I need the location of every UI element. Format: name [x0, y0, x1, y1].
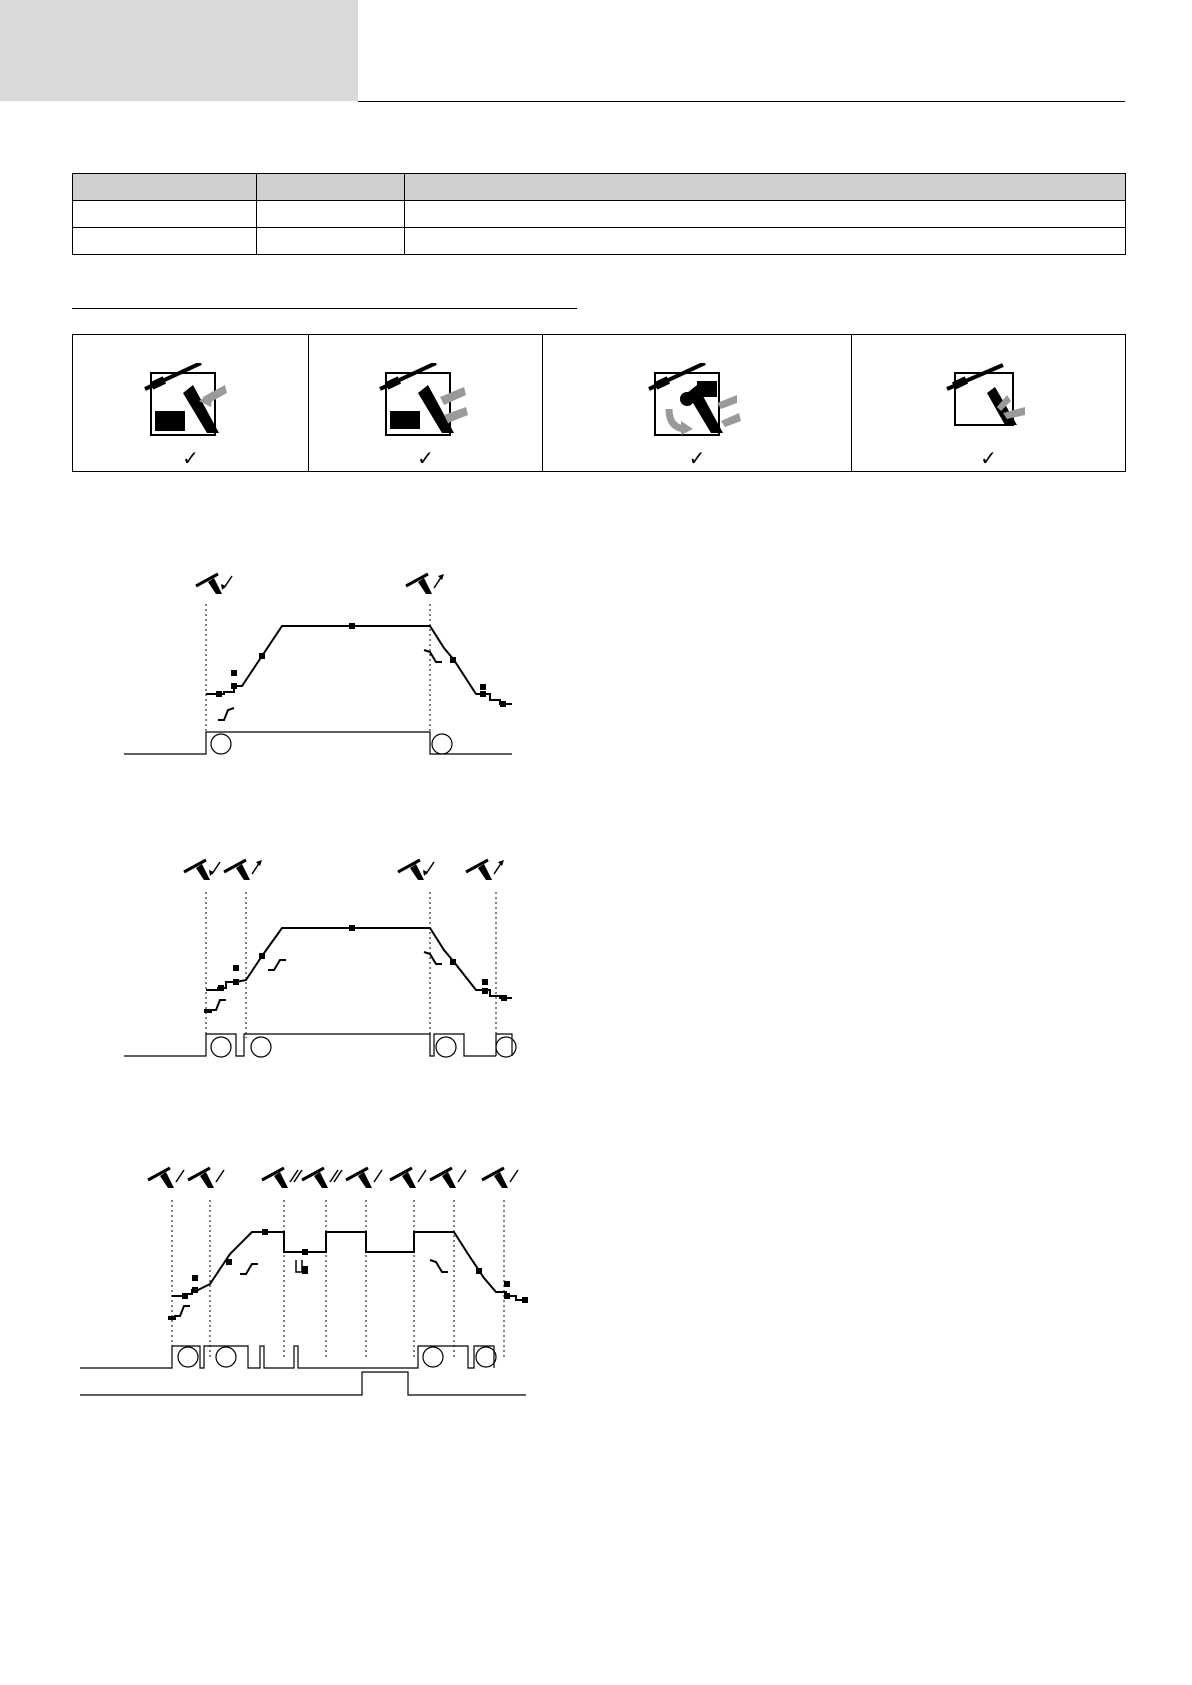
flat-welding-position-icon: [143, 363, 239, 443]
table-row: [73, 228, 1126, 255]
torch-trigger-release-icon: [224, 860, 262, 880]
4-step-mode-diagram: [120, 852, 540, 1072]
torch-trigger-release-icon: [406, 574, 444, 594]
spec-table-header-cell: [405, 174, 1126, 201]
2-step-mode-diagram: [120, 560, 540, 770]
torch-trigger-release-icon: [390, 1168, 426, 1188]
torch-trigger-release-icon: [482, 1168, 518, 1188]
torch-trigger-press-icon: [148, 1168, 184, 1188]
torch-trigger-release-icon: [188, 1168, 224, 1188]
position-cell-flat: [73, 335, 309, 471]
torch-trigger-press-icon: [430, 1168, 466, 1188]
table-cell: [257, 201, 405, 228]
spec-table-header-row: [73, 174, 1126, 201]
header-rule: [358, 101, 1125, 102]
horizontal-welding-position-icon: [378, 363, 474, 443]
check-icon: ✓: [417, 446, 434, 470]
table-cell: [257, 228, 405, 255]
torch-trigger-double-icon: [262, 1168, 302, 1188]
check-icon: ✓: [182, 446, 199, 470]
torch-trigger-press-icon: [346, 1168, 382, 1188]
position-cell-horizontal: [309, 335, 543, 471]
positions-section-title: [72, 308, 577, 309]
welding-positions-table: [72, 334, 1126, 472]
fillet-welding-position-icon: [941, 363, 1037, 443]
torch-trigger-double-icon: [302, 1168, 342, 1188]
torch-trigger-press-icon: [196, 574, 232, 594]
torch-trigger-release-icon: [466, 860, 504, 880]
position-cell-vertical: [543, 335, 852, 471]
spec-table-header-cell: [257, 174, 405, 201]
torch-trigger-press-icon: [398, 860, 434, 880]
spec-table: [72, 173, 1126, 255]
table-row: [73, 201, 1126, 228]
spec-table-header-cell: [73, 174, 257, 201]
4-step-special-mode-diagram: [80, 1160, 550, 1400]
header-corner-tab: [0, 0, 358, 101]
check-icon: ✓: [688, 446, 706, 470]
check-icon: ✓: [980, 446, 997, 470]
table-cell: [73, 228, 257, 255]
table-cell: [405, 201, 1126, 228]
vertical-overhead-position-icon: [647, 363, 747, 443]
position-cell-fillet: [852, 335, 1125, 471]
torch-trigger-press-icon: [184, 860, 220, 880]
table-cell: [405, 228, 1126, 255]
table-cell: [73, 201, 257, 228]
